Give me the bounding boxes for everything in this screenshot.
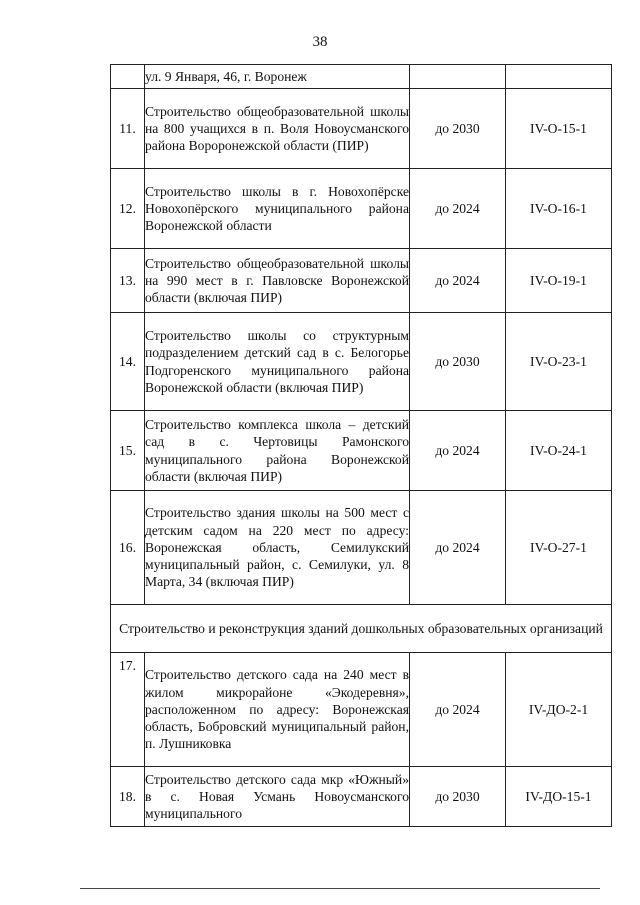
object-address: ул. 9 Января, 46, г. Воронеж	[145, 65, 410, 89]
object-code: IV-О-24-1	[506, 411, 612, 491]
object-name: Строительство общеобразовательной школы на 800 учащихся в п. Воля Новоусманского района Вороронежской области (ПИР)	[145, 89, 410, 169]
footer-divider	[80, 888, 600, 889]
table-row	[111, 313, 612, 411]
object-code: IV-О-15-1	[506, 89, 612, 169]
deadline-cell: до 2024	[410, 411, 506, 491]
object-code: IV-ДО-2-1	[506, 653, 612, 767]
object-code: IV-О-27-1	[506, 491, 612, 605]
deadline-cell: до 2024	[410, 491, 506, 605]
page-number: 38	[312, 34, 328, 50]
deadline-cell: до 2030	[410, 313, 506, 411]
deadline-cell: до 2024	[410, 249, 506, 313]
deadline-cell: до 2030	[410, 89, 506, 169]
deadline-cell: до 2030	[410, 767, 506, 827]
object-code: IV-О-19-1	[506, 249, 612, 313]
object-code	[506, 65, 612, 89]
object-code: IV-О-16-1	[506, 169, 612, 249]
row-number: 11.	[111, 89, 145, 169]
row-number: 12.	[111, 169, 145, 249]
deadline-cell: до 2024	[410, 653, 506, 767]
table-row	[111, 89, 612, 169]
table-row	[111, 169, 612, 249]
table-row	[111, 65, 612, 89]
row-number: 16.	[111, 491, 145, 605]
table-row	[111, 767, 612, 827]
deadline-cell: до 2024	[410, 169, 506, 249]
table-row	[111, 249, 612, 313]
table-row	[111, 411, 612, 491]
object-name: Строительство общеобразовательной школы на 990 мест в г. Павловске Воронежской области (включая ПИР)	[145, 249, 410, 313]
deadline-cell	[410, 65, 506, 89]
row-number: 17.	[111, 653, 145, 767]
table-row	[111, 491, 612, 605]
object-name: Строительство здания школы на 500 мест с детским садом на 220 мест по адресу: Воронежская область, Семилукский муниципальный район, с. Семилуки, ул. 8 Марта, 34 (включая ПИР)	[145, 491, 410, 605]
table-row	[111, 653, 612, 767]
section-header: Строительство и реконструкция зданий дошкольных образовательных организаций	[111, 605, 612, 653]
object-name: Строительство детского сада мкр «Южный» в с. Новая Усмань Новоусманского муниципального	[145, 767, 410, 827]
object-name: Строительство комплекса школа – детский сад в с. Чертовицы Рамонского муниципального района Воронежской области (включая ПИР)	[145, 411, 410, 491]
objects-table	[110, 64, 612, 827]
object-name: Строительство школы в г. Новохопёрске Новохопёрского муниципального района Воронежской области	[145, 169, 410, 249]
object-name: Строительство детского сада на 240 мест в жилом микрорайоне «Экодеревня», расположенном по адресу: Воронежская область, Бобровский муниципальный район, п. Лушниковка	[145, 653, 410, 767]
object-code: IV-О-23-1	[506, 313, 612, 411]
row-number	[111, 65, 145, 89]
section-row	[111, 605, 612, 653]
object-name: Строительство школы со структурным подразделением детский сад в с. Белогорье Подгоренского муниципального района Воронежской области (включая ПИР)	[145, 313, 410, 411]
row-number: 14.	[111, 313, 145, 411]
row-number: 13.	[111, 249, 145, 313]
object-code: IV-ДО-15-1	[506, 767, 612, 827]
row-number: 15.	[111, 411, 145, 491]
row-number: 18.	[111, 767, 145, 827]
